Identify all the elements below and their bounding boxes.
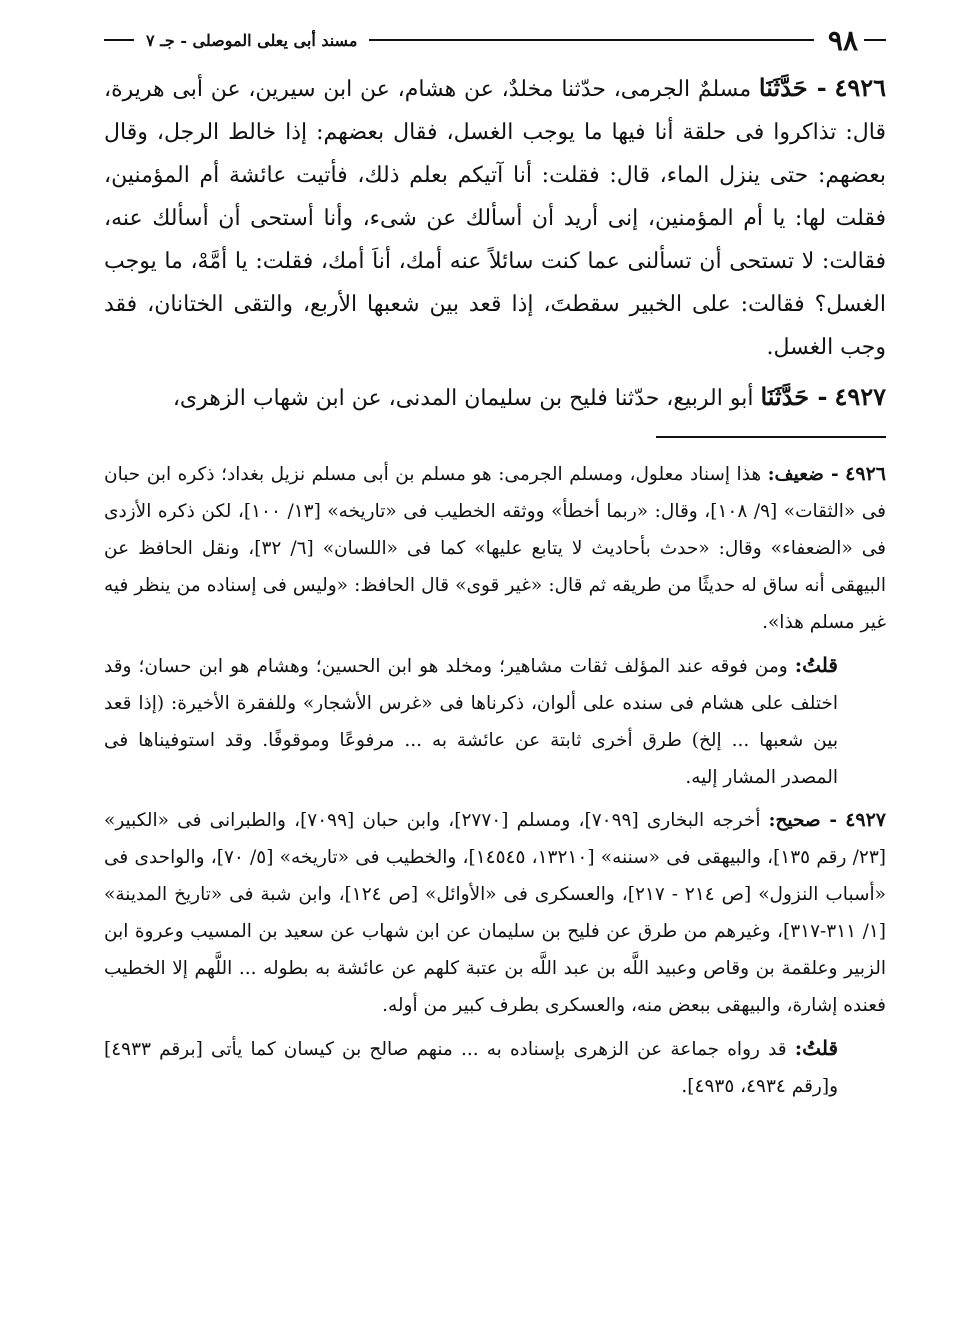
hadith-lead-word: حَدَّثَنَا bbox=[758, 73, 808, 102]
hadith-lead-word: حَدَّثَنَا bbox=[760, 382, 810, 411]
hadith-number: ٤٩٢٧ bbox=[834, 382, 886, 411]
comment-text: ومن فوقه عند المؤلف ثقات مشاهير؛ ومخلد هو ابن الحسين؛ وهشام هو ابن حسان؛ وقد اختلف على هشام فى سنده على ألوان، ذكرناها فى «غرس الأشجار» وللفقرة الأخيرة: (إذا قعد بين شعبها ... إلخ) طرق أخرى ثابتة عن عائشة به ... مرفوعًا وموقوفًا. وقد استوفيناها فى المصدر المشار إليه. bbox=[104, 656, 838, 788]
note-grade-word: ضعيف: bbox=[767, 464, 824, 485]
note-grade: - ضعيف: bbox=[767, 464, 839, 485]
running-title: مسند أبى يعلى الموصلى - جـ ٧ bbox=[146, 30, 358, 50]
main-text bbox=[104, 66, 886, 420]
note-text: أخرجه البخارى [٧٠٩٩]، ومسلم [٢٧٧٠]، وابن حبان [٧٠٩٩]، والطبرانى فى «الكبير» [٢٣/ رقم ١٣٥]، والبيهقى فى «سننه» [١٣٢١٠، ١٤٥٤٥]، والخطيب فى «تاريخه» [٥/ ٧٠]، والواحدى فى «أسباب النزول» [ص ٢١٤ - ٢١٧]، والعسكرى فى «الأوائل» [ص ١٢٤]، وابن شبة فى «تاريخ المدينة» [١/ ٣١١-٣١٧]، وغيرهم من طرق عن فليح بن سليمان عن ابن شهاب عن سعيد بن المسيب وعروة ابن الزبير وعلقمة بن وقاص وعبيد اللَّه بن عبد اللَّه بن عتبة كلهم عن عائشة به بطوله ... اللَّهم إلا الخطيب فعنده إشارة، والبيهقى ببعض منه، والعسكرى بطرف كبير من أوله. bbox=[104, 810, 886, 1016]
hadith-number: ٤٩٢٦ bbox=[834, 73, 886, 102]
hadith-lead: - حَدَّثَنَا bbox=[760, 382, 828, 411]
note-4927 bbox=[104, 802, 886, 1024]
hadith-4926 bbox=[104, 66, 886, 369]
hadith-text: أبو الربيع، حدّثنا فليح بن سليمان المدنى، عن ابن شهاب الزهرى، bbox=[172, 386, 754, 411]
header-dash bbox=[864, 39, 886, 41]
note-4926 bbox=[104, 456, 886, 641]
comment-label: قلتُ: bbox=[794, 653, 838, 677]
note-grade: - صحيح: bbox=[768, 810, 838, 831]
comment-text: قد رواه جماعة عن الزهرى بإسناده به ... منهم صالح بن كيسان كما يأتى [برقم ٤٩٣٣] و[رقم ٤٩٣٤، ٤٩٣٥]. bbox=[104, 1039, 838, 1097]
note-comment bbox=[104, 1030, 886, 1105]
note-number: ٤٩٢٦ bbox=[845, 463, 886, 485]
hadith-lead: - حَدَّثَنَا bbox=[758, 73, 827, 102]
footnotes bbox=[104, 456, 886, 1105]
note-number: ٤٩٢٧ bbox=[845, 809, 887, 831]
note-text: هذا إسناد معلول، ومسلم الجرمى: هو مسلم بن أبى مسلم نزيل بغداد؛ ذكره ابن حبان فى «الثقات» [٩/ ١٠٨]، وقال: «ربما أخطأ» ووثقه الخطيب فى «تاريخه» [١٣/ ١٠٠]، لكن ذكره الأزدى فى «الضعفاء» وقال: «حدث بأحاديث لا يتابع عليها» كما فى «اللسان» [٦/ ٣٢]، ونقل الحافظ عن البيهقى أنه ساق له حديثًا من طريقه ثم قال: «غير قوى» قال الحافظ: «وليس فى إسناده من ينظر فيه غير مسلم هذا». bbox=[104, 464, 887, 633]
header-rule bbox=[369, 39, 814, 41]
header-rule-end bbox=[104, 39, 134, 41]
page-number: ٩٨ bbox=[827, 23, 858, 57]
comment-label: قلتُ: bbox=[794, 1036, 838, 1060]
note-comment bbox=[104, 647, 886, 796]
note-grade-word: صحيح: bbox=[768, 810, 821, 831]
hadith-4927 bbox=[104, 375, 886, 420]
footnote-separator bbox=[656, 436, 886, 438]
page-header bbox=[104, 18, 886, 62]
hadith-text: مسلمٌ الجرمى، حدّثنا مخلدٌ، عن هشام، عن ابن سيرين، عن أبى هريرة، قال: تذاكروا فى حلقة أنا فيها ما يوجب الغسل، فقال بعضهم: إذا خالط الرجل، وقال بعضهم: حتى ينزل الماء، قال: فقلت: أنا آتيكم بعلم ذلك، فأتيت عائشة أم المؤمنين، فقلت لها: يا أم المؤمنين، إنى أريد أن أسألك عن شىء، وأنا أستحى أن أسألك عنه، فقالت: لا تستحى أن تسألنى عما كنت سائلاً عنه أمك، أناَ أمك، فقلت: يا أمَّهْ، ما يوجب الغسل؟ فقالت: على الخبير سقطتَ، إذا قعد بين شعبها الأربع، والتقى الختانان، فقد وجب الغسل. bbox=[104, 77, 886, 360]
